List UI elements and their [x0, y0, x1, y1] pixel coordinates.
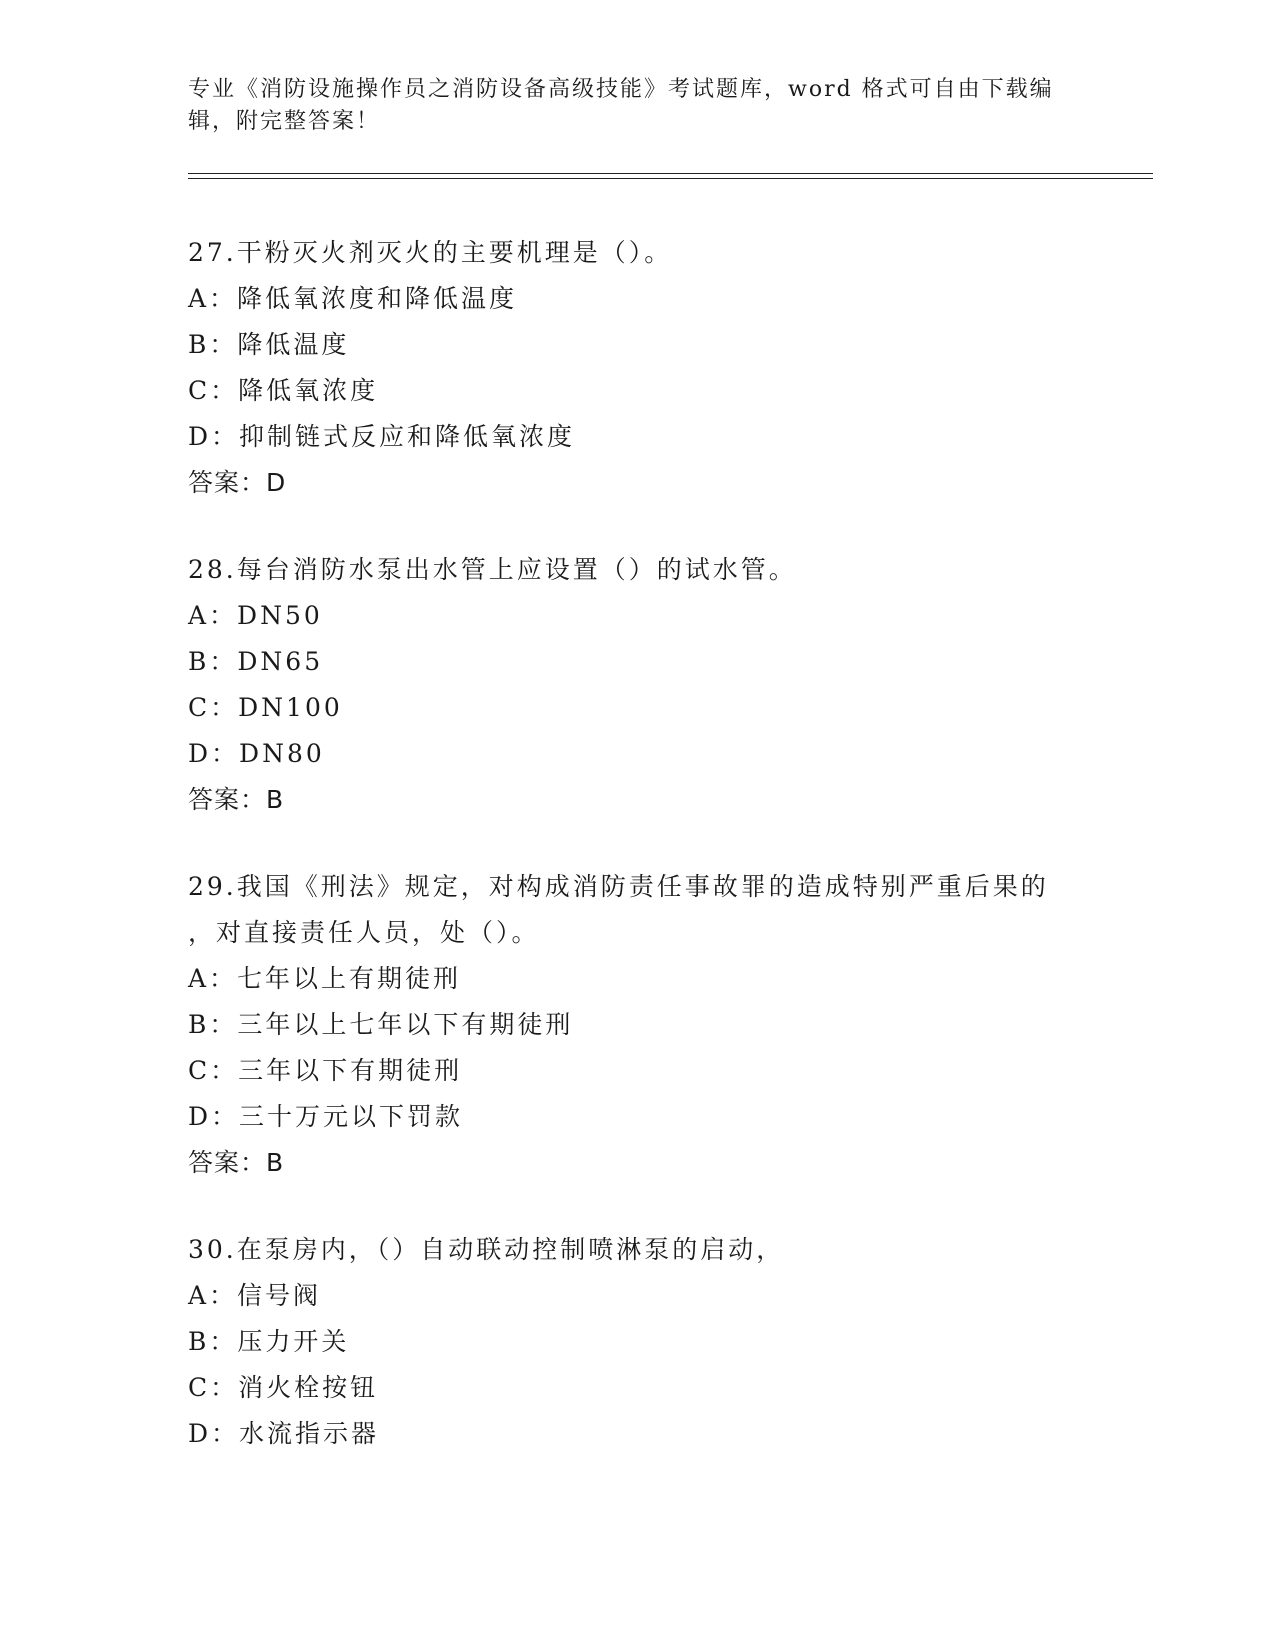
option-c: C：三年以下有期徒刑: [188, 1056, 463, 1085]
option-a: A：降低氧浓度和降低温度: [188, 284, 518, 313]
header-rule-bottom: [188, 178, 1153, 179]
question-28: [188, 547, 1188, 823]
option-c: C：DN100: [188, 693, 343, 722]
option-d: D：DN80: [188, 739, 325, 768]
question-stem: 27.干粉灭火剂灭火的主要机理是（）。: [188, 238, 673, 267]
answer-label: 答案：D: [188, 468, 287, 497]
question-stem-line-2: ，对直接责任人员，处（）。: [188, 918, 540, 947]
answer-label: 答案：B: [188, 785, 285, 814]
option-a: A：七年以上有期徒刑: [188, 964, 462, 993]
question-30: [188, 1227, 1188, 1457]
option-b: B：降低温度: [188, 330, 350, 359]
question-stem: 30.在泵房内，（）自动联动控制喷淋泵的启动，: [188, 1235, 785, 1264]
question-stem-line-1: 29.我国《刑法》规定，对构成消防责任事故罪的造成特别严重后果的: [188, 872, 1049, 901]
option-b: B：DN65: [188, 647, 324, 676]
question-stem: 28.每台消防水泵出水管上应设置（）的试水管。: [188, 555, 797, 584]
option-d: D：三十万元以下罚款: [188, 1102, 464, 1131]
question-29: [188, 864, 1188, 1186]
answer-label: 答案：B: [188, 1148, 285, 1177]
option-d: D：抑制链式反应和降低氧浓度: [188, 422, 576, 451]
option-a: A：DN50: [188, 601, 323, 630]
option-a: A：信号阀: [188, 1281, 322, 1310]
option-b: B：三年以上七年以下有期徒刑: [188, 1010, 574, 1039]
option-b: B：压力开关: [188, 1327, 350, 1356]
question-27: [188, 230, 1188, 506]
option-c: C：降低氧浓度: [188, 376, 379, 405]
option-c: C：消火栓按钮: [188, 1373, 379, 1402]
option-d: D：水流指示器: [188, 1419, 380, 1448]
document-header-text: 专业《消防设施操作员之消防设备高级技能》考试题库，word 格式可自由下载编辑，附完整答案！: [188, 77, 1054, 134]
header-rule-top: [188, 173, 1153, 174]
